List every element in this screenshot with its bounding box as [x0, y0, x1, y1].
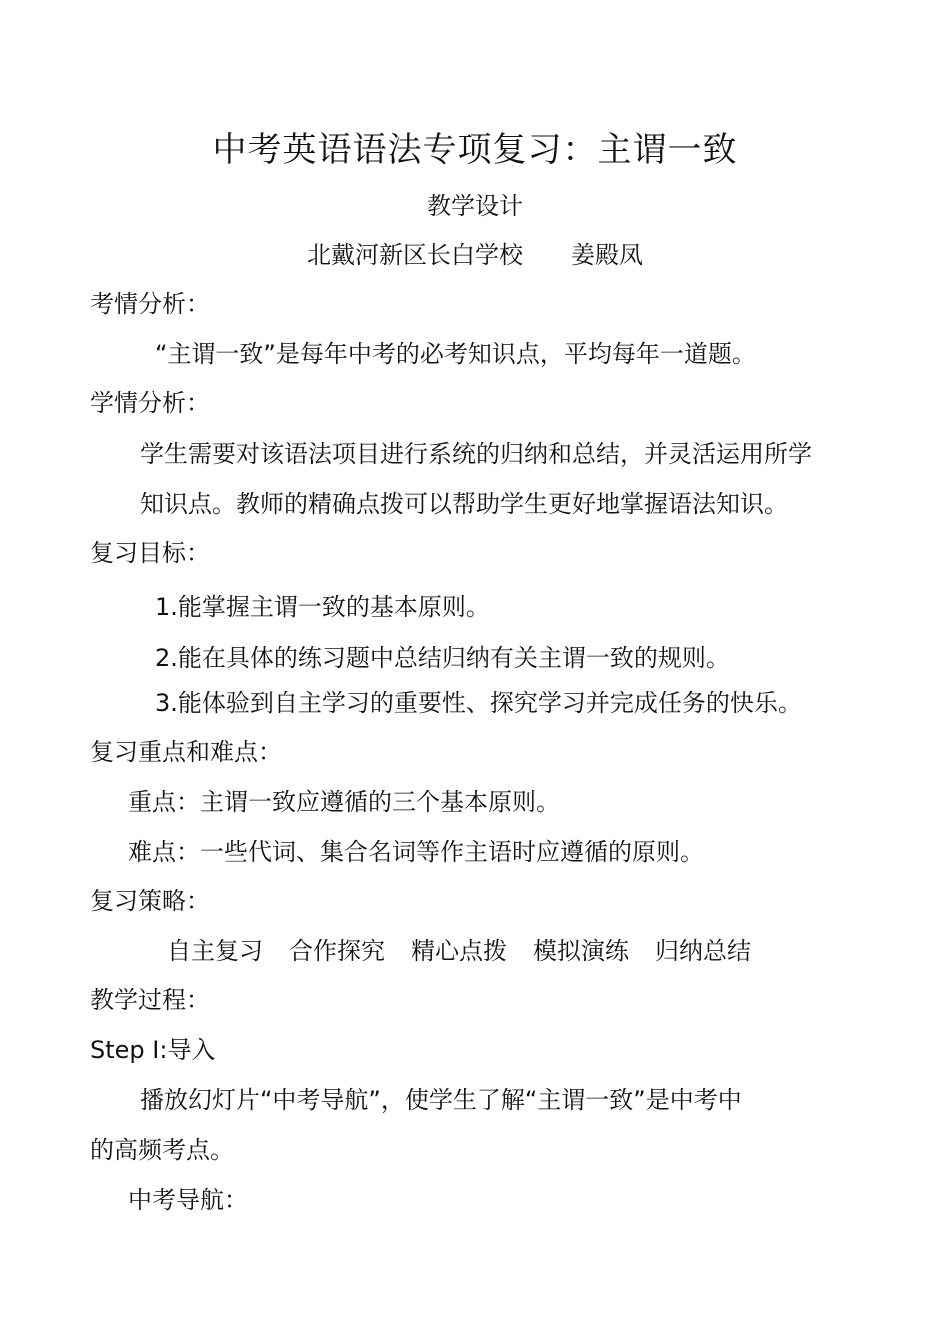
strategy-item: 合作探究	[289, 937, 385, 965]
process-heading: 教学过程：	[90, 986, 210, 1014]
step-1-line-2: 的高频考点。	[90, 1136, 234, 1164]
key-point-focus: 重点：主谓一致应遵循的三个基本原则。	[128, 788, 560, 816]
key-points-heading: 复习重点和难点：	[90, 738, 282, 766]
strategy-item: 归纳总结	[655, 937, 751, 965]
student-analysis-line-1: 学生需要对该语法项目进行系统的归纳和总结，并灵活运用所学	[140, 440, 812, 468]
student-analysis-heading: 学情分析：	[90, 389, 210, 417]
step-1-line-1: 播放幻灯片“中考导航”，使学生了解“主谓一致”是中考中	[140, 1086, 742, 1114]
review-goal-1: 1.能掌握主谓一致的基本原则。	[155, 593, 490, 621]
author-line	[0, 239, 950, 271]
review-goals-heading: 复习目标：	[90, 539, 210, 567]
author-name: 姜殿凤	[571, 241, 643, 269]
review-goal-2: 2.能在具体的练习题中总结归纳有关主谓一致的规则。	[155, 644, 730, 672]
strategies-list	[167, 935, 751, 967]
exam-nav-label: 中考导航：	[128, 1186, 248, 1214]
key-point-difficulty: 难点：一些代词、集合名词等作主语时应遵循的原则。	[128, 838, 704, 866]
student-analysis-line-2: 知识点。教师的精确点拨可以帮助学生更好地掌握语法知识。	[140, 490, 788, 518]
review-goal-3: 3.能体验到自主学习的重要性、探究学习并完成任务的快乐。	[155, 689, 802, 717]
strategies-heading: 复习策略：	[90, 887, 210, 915]
document-title: 中考英语语法专项复习：主谓一致	[212, 130, 738, 170]
exam-analysis-heading: 考情分析：	[90, 290, 210, 318]
strategy-item: 精心点拨	[411, 937, 507, 965]
strategy-item: 模拟演练	[533, 937, 629, 965]
step-1-heading: Step Ⅰ:导入	[90, 1036, 216, 1064]
school-name: 北戴河新区长白学校	[307, 241, 523, 269]
exam-analysis-text: “主谓一致”是每年中考的必考知识点，平均每年一道题。	[155, 340, 756, 368]
strategy-item: 自主复习	[167, 937, 263, 965]
document-subtitle: 教学设计	[427, 192, 523, 220]
